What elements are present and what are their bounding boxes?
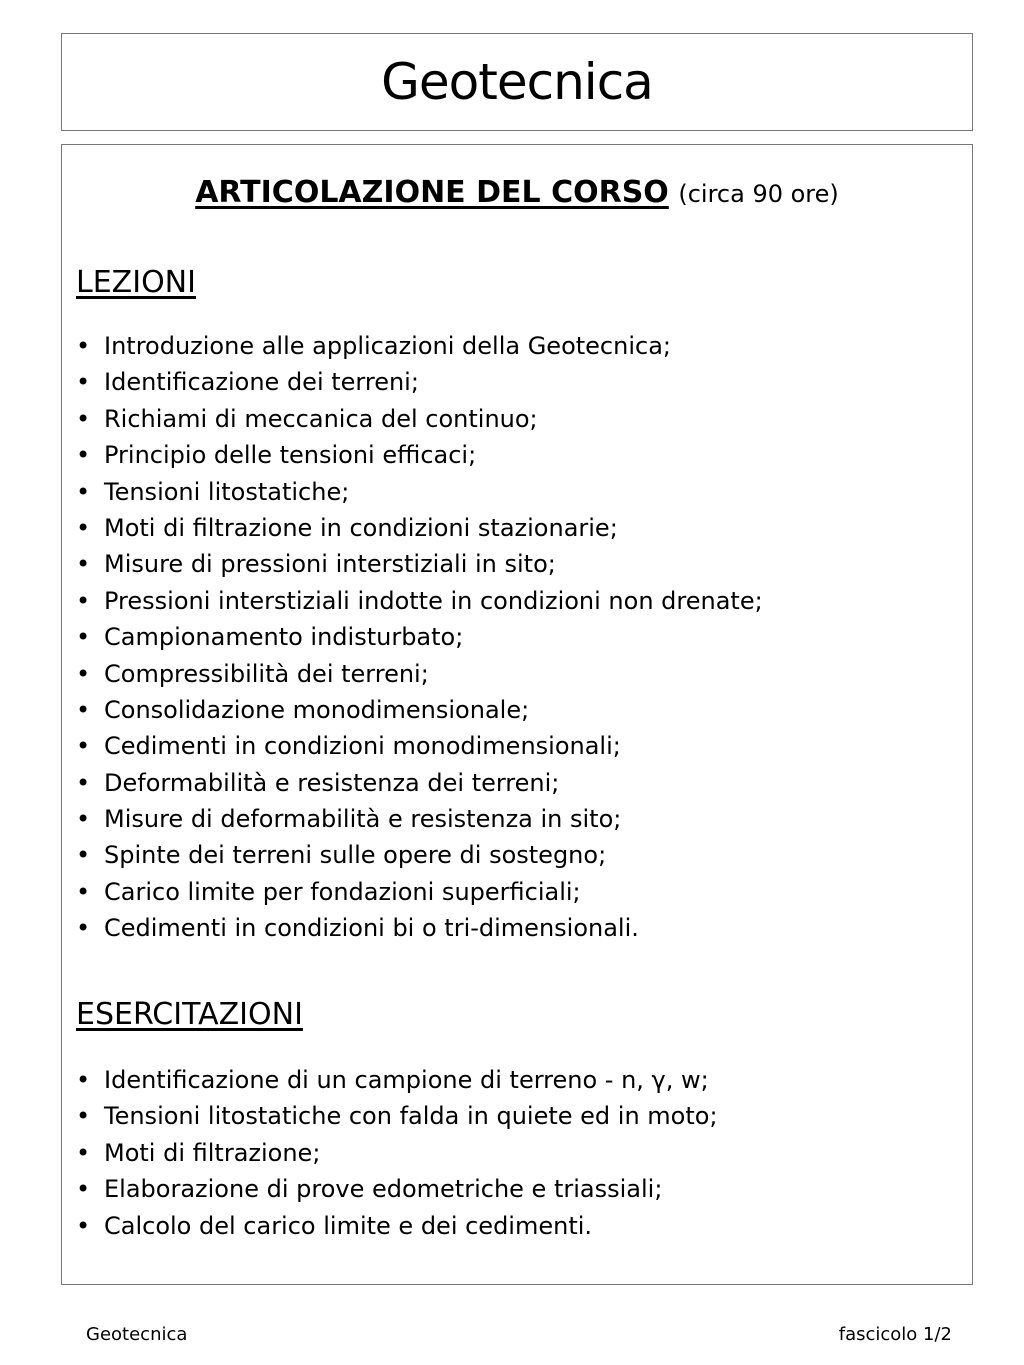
list-item xyxy=(76,837,962,873)
list-item-text: Calcolo del carico limite e dei cedimenti. xyxy=(104,1211,593,1240)
list-item-text: Identificazione di un campione di terreno - n, γ, w; xyxy=(104,1066,709,1094)
list-item-text: Cedimenti in condizioni bi o tri-dimensionali. xyxy=(104,914,639,943)
list-item-text: Principio delle tensioni efficaci; xyxy=(104,441,477,470)
list-item xyxy=(76,910,962,946)
list-item-text: Elaborazione di prove edometriche e triassiali; xyxy=(104,1175,663,1204)
bullet-icon: • xyxy=(76,659,91,688)
list-item-text: Compressibilità dei terreni; xyxy=(104,659,429,688)
list-item-text: Consolidazione monodimensionale; xyxy=(104,695,530,724)
course-heading-title: ARTICOLAZIONE DEL CORSO xyxy=(195,175,669,210)
list-item xyxy=(76,619,962,655)
list-item-text: Introduzione alle applicazioni della Geotecnica; xyxy=(104,332,671,360)
bullet-icon: • xyxy=(76,513,91,542)
list-item xyxy=(76,401,962,437)
list-item-text: Tensioni litostatiche con falda in quiete ed in moto; xyxy=(104,1102,718,1131)
bullet-icon: • xyxy=(76,1211,91,1240)
footer-page-label: fascicolo 1/2 xyxy=(838,1324,952,1345)
list-item-text: Richiami di meccanica del continuo; xyxy=(104,404,538,433)
list-item xyxy=(76,510,962,546)
list-item-text: Campionamento indisturbato; xyxy=(104,623,464,652)
lezioni-list xyxy=(76,328,962,947)
course-duration: (circa 90 ore) xyxy=(678,180,839,208)
bullet-icon: • xyxy=(76,732,91,761)
bullet-icon: • xyxy=(76,477,91,506)
bullet-icon: • xyxy=(76,586,91,615)
list-item xyxy=(76,583,962,619)
list-item xyxy=(76,765,962,801)
footer-course-name: Geotecnica xyxy=(86,1324,188,1345)
page-title: Geotecnica xyxy=(381,53,653,111)
list-item xyxy=(76,1062,962,1098)
list-item xyxy=(76,1098,962,1134)
list-item-text: Identificazione dei terreni; xyxy=(104,368,419,397)
bullet-icon: • xyxy=(76,805,91,834)
list-item xyxy=(76,656,962,692)
list-item xyxy=(76,1208,962,1244)
bullet-icon: • xyxy=(76,695,91,724)
list-item xyxy=(76,728,962,764)
list-item xyxy=(76,1171,962,1207)
list-item xyxy=(76,1135,962,1171)
bullet-icon: • xyxy=(76,1066,91,1094)
bullet-icon: • xyxy=(76,441,91,470)
list-item-text: Cedimenti in condizioni monodimensionali; xyxy=(104,732,621,761)
bullet-icon: • xyxy=(76,550,91,579)
list-item xyxy=(76,874,962,910)
bullet-icon: • xyxy=(76,768,91,797)
list-item xyxy=(76,364,962,400)
bullet-icon: • xyxy=(76,332,91,360)
esercitazioni-heading: ESERCITAZIONI xyxy=(76,997,303,1032)
list-item xyxy=(76,546,962,582)
list-item xyxy=(76,692,962,728)
list-item xyxy=(76,801,962,837)
title-box xyxy=(61,33,973,131)
list-item-text: Deformabilità e resistenza dei terreni; xyxy=(104,768,560,797)
list-item-text: Tensioni litostatiche; xyxy=(104,477,350,506)
list-item-text: Spinte dei terreni sulle opere di sostegno; xyxy=(104,841,607,870)
list-item xyxy=(76,474,962,510)
bullet-icon: • xyxy=(76,623,91,652)
bullet-icon: • xyxy=(76,841,91,870)
bullet-icon: • xyxy=(76,404,91,433)
lezioni-heading: LEZIONI xyxy=(76,265,196,300)
list-item-text: Misure di pressioni interstiziali in sito; xyxy=(104,550,556,579)
content-box xyxy=(61,144,973,1285)
bullet-icon: • xyxy=(76,1102,91,1131)
list-item-text: Pressioni interstiziali indotte in condizioni non drenate; xyxy=(104,586,763,615)
bullet-icon: • xyxy=(76,368,91,397)
list-item-text: Misure di deformabilità e resistenza in sito; xyxy=(104,805,622,834)
esercitazioni-list xyxy=(76,1062,962,1244)
course-heading xyxy=(62,175,972,212)
list-item-text: Moti di filtrazione; xyxy=(104,1138,321,1167)
list-item xyxy=(76,437,962,473)
list-item-text: Carico limite per fondazioni superficiali; xyxy=(104,877,581,906)
bullet-icon: • xyxy=(76,914,91,943)
bullet-icon: • xyxy=(76,1175,91,1204)
bullet-icon: • xyxy=(76,1138,91,1167)
list-item-text: Moti di filtrazione in condizioni stazionarie; xyxy=(104,513,618,542)
bullet-icon: • xyxy=(76,877,91,906)
list-item xyxy=(76,328,962,364)
